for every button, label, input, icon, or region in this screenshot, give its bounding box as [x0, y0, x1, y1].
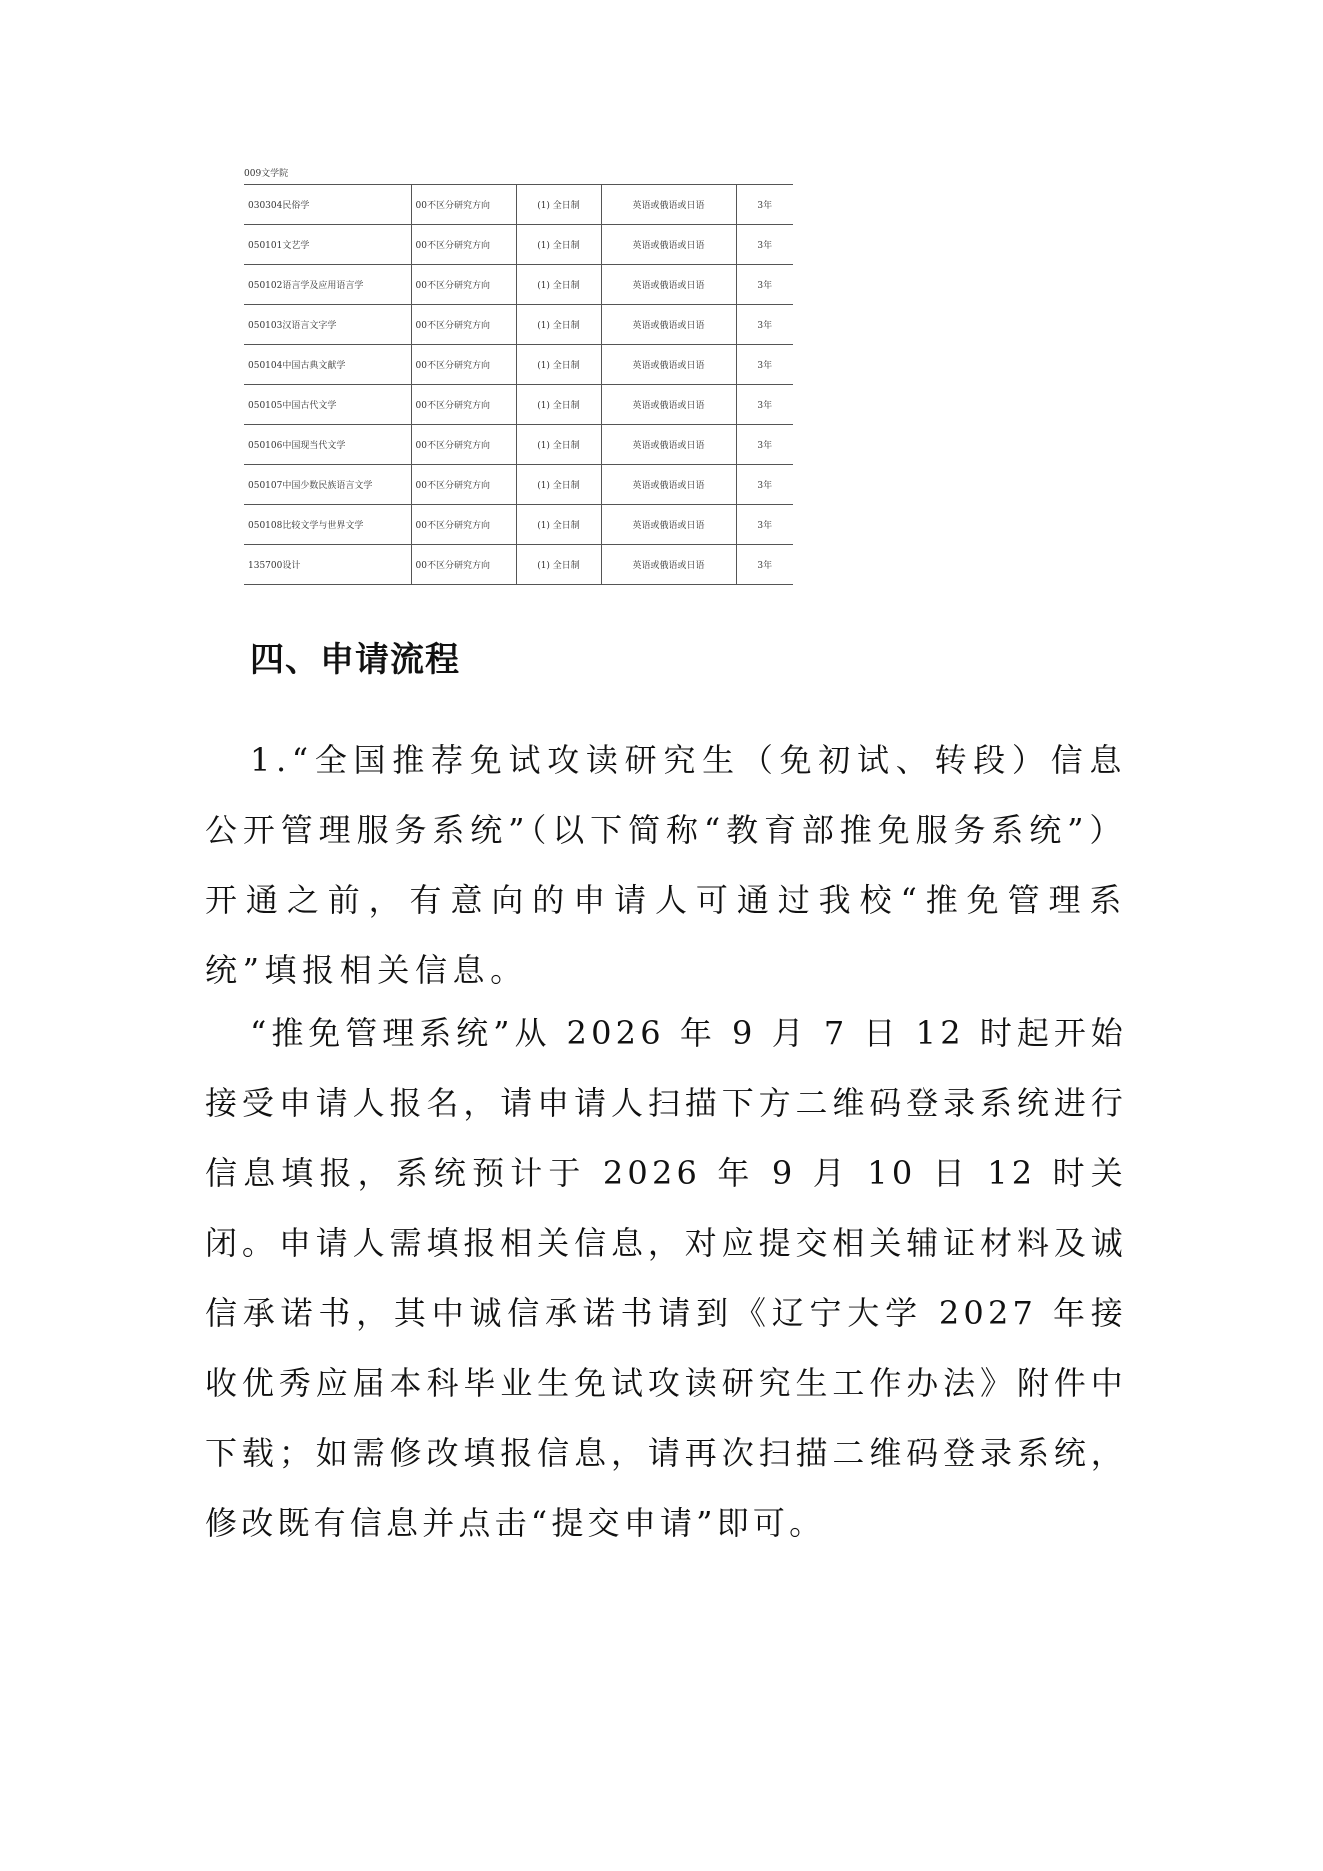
study-type-cell: (1) 全日制 — [516, 305, 601, 345]
study-type-cell: (1) 全日制 — [516, 185, 601, 225]
study-type-cell: (1) 全日制 — [516, 465, 601, 505]
table-row — [244, 225, 793, 265]
duration-cell: 3年 — [736, 505, 793, 545]
duration-cell: 3年 — [736, 225, 793, 265]
duration-cell: 3年 — [736, 545, 793, 585]
research-direction-cell: 00不区分研究方向 — [411, 425, 516, 465]
table-caption: 009文学院 — [244, 169, 289, 179]
program-code-name-cell: 050103汉语言文字学 — [244, 305, 411, 345]
study-type-cell: (1) 全日制 — [516, 225, 601, 265]
foreign-language-cell: 英语或俄语或日语 — [601, 545, 736, 585]
program-code-name-cell: 050105中国古代文学 — [244, 385, 411, 425]
table-row — [244, 545, 793, 585]
research-direction-cell: 00不区分研究方向 — [411, 305, 516, 345]
table-row — [244, 505, 793, 545]
program-code-name-cell: 050106中国现当代文学 — [244, 425, 411, 465]
section-heading: 四、申请流程 — [250, 640, 460, 680]
foreign-language-cell: 英语或俄语或日语 — [601, 305, 736, 345]
duration-cell: 3年 — [736, 265, 793, 305]
table-row — [244, 465, 793, 505]
research-direction-cell: 00不区分研究方向 — [411, 505, 516, 545]
research-direction-cell: 00不区分研究方向 — [411, 465, 516, 505]
program-code-name-cell: 050101文艺学 — [244, 225, 411, 265]
foreign-language-cell: 英语或俄语或日语 — [601, 265, 736, 305]
program-code-name-cell: 135700设计 — [244, 545, 411, 585]
foreign-language-cell: 英语或俄语或日语 — [601, 345, 736, 385]
program-code-name-cell: 050107中国少数民族语言文学 — [244, 465, 411, 505]
program-table-body — [244, 185, 793, 585]
foreign-language-cell: 英语或俄语或日语 — [601, 225, 736, 265]
study-type-cell: (1) 全日制 — [516, 545, 601, 585]
table-row — [244, 385, 793, 425]
study-type-cell: (1) 全日制 — [516, 345, 601, 385]
table-row — [244, 185, 793, 225]
table-row — [244, 305, 793, 345]
program-code-name-cell: 050104中国古典文献学 — [244, 345, 411, 385]
paragraph-2: “推免管理系统”从 2026 年 9 月 7 日 12 时起开始接受申请人报名，请申请人扫描下方二维码登录系统进行信息填报，系统预计于 2026 年 9 月 10 日 12 时关闭。申请人需填报相关信息，对应提交相关辅证材料及诚信承诺书，其中诚信承诺书请到《辽宁大学 2027 年接收优秀应届本科毕业生免试攻读研究生工作办法》附件中下载；如需修改填报信息，请再次扫描二维码登录系统，修改既有信息并点击“提交申请”即可。 — [205, 1014, 1127, 1542]
foreign-language-cell: 英语或俄语或日语 — [601, 425, 736, 465]
duration-cell: 3年 — [736, 185, 793, 225]
research-direction-cell: 00不区分研究方向 — [411, 385, 516, 425]
study-type-cell: (1) 全日制 — [516, 505, 601, 545]
foreign-language-cell: 英语或俄语或日语 — [601, 185, 736, 225]
program-table — [244, 184, 793, 585]
duration-cell: 3年 — [736, 345, 793, 385]
duration-cell: 3年 — [736, 305, 793, 345]
foreign-language-cell: 英语或俄语或日语 — [601, 505, 736, 545]
research-direction-cell: 00不区分研究方向 — [411, 345, 516, 385]
table-row — [244, 425, 793, 465]
study-type-cell: (1) 全日制 — [516, 385, 601, 425]
research-direction-cell: 00不区分研究方向 — [411, 545, 516, 585]
program-code-name-cell: 030304民俗学 — [244, 185, 411, 225]
program-table-section — [244, 164, 793, 585]
duration-cell: 3年 — [736, 385, 793, 425]
table-row — [244, 345, 793, 385]
duration-cell: 3年 — [736, 465, 793, 505]
research-direction-cell: 00不区分研究方向 — [411, 225, 516, 265]
study-type-cell: (1) 全日制 — [516, 265, 601, 305]
foreign-language-cell: 英语或俄语或日语 — [601, 385, 736, 425]
paragraph-1: 1.“全国推荐免试攻读研究生（免初试、转段）信息公开管理服务系统”（以下简称“教育部推免服务系统”）开通之前，有意向的申请人可通过我校“推免管理系统”填报相关信息。 — [205, 741, 1127, 989]
foreign-language-cell: 英语或俄语或日语 — [601, 465, 736, 505]
table-row — [244, 265, 793, 305]
program-code-name-cell: 050108比较文学与世界文学 — [244, 505, 411, 545]
duration-cell: 3年 — [736, 425, 793, 465]
program-code-name-cell: 050102语言学及应用语言学 — [244, 265, 411, 305]
study-type-cell: (1) 全日制 — [516, 425, 601, 465]
research-direction-cell: 00不区分研究方向 — [411, 185, 516, 225]
research-direction-cell: 00不区分研究方向 — [411, 265, 516, 305]
